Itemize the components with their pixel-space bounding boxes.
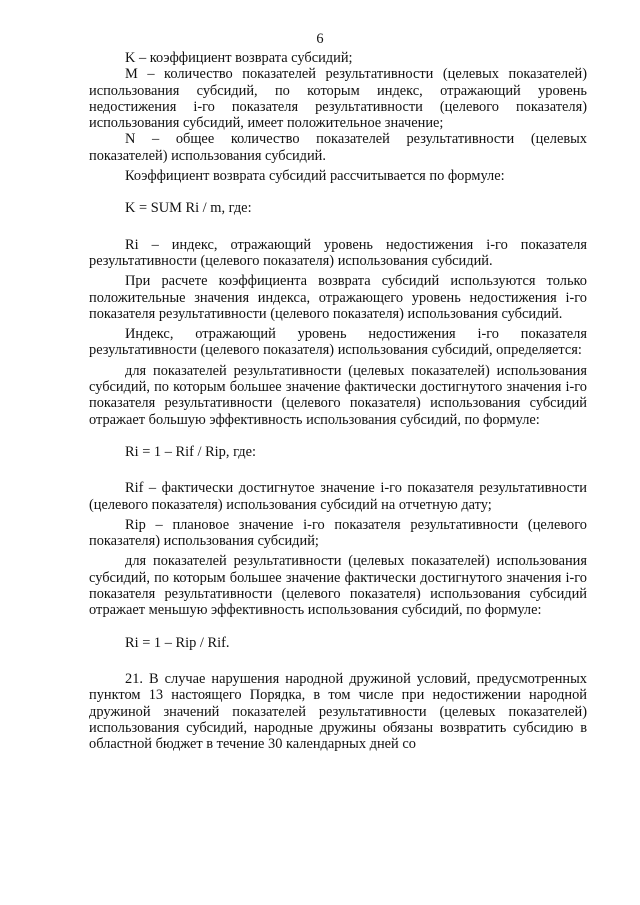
- paragraph-item-21: 21. В случае нарушения народной дружиной условий, предусмотренных пунктом 13 настоящего Порядка, в том числе при недостижении народной дружиной значений показателей результативности (целевых показателей) использования субсидий, народные дружины обязаны возвратить субсидию в областной бюджет в течение 30 календарных дней со: [89, 670, 587, 753]
- formula-ri-2: Ri = 1 – Rip / Rif.: [125, 634, 230, 651]
- document-body: [89, 50, 587, 752]
- paragraph-rif-definition: Rif – фактически достигнутое значение i-го показателя результативности (целевого показателя) использования субсидий на отчетную дату;: [89, 480, 587, 513]
- formula-k: K = SUM Ri / m, где:: [125, 200, 252, 217]
- paragraph-lower-efficiency: для показателей результативности (целевых показателей) использования субсидий, по которым большее значение фактически достигнутого значения i-го показателя результативности (целевого показателя) использования субсидий отражает меньшую эффективность использования субсидий, по формуле:: [89, 553, 587, 619]
- paragraph-n-definition: N – общее количество показателей результативности (целевых показателей) использования субсидий.: [89, 131, 587, 164]
- formula-ri-1: Ri = 1 – Rif / Rip, где:: [125, 443, 256, 460]
- paragraph-index-determined: Индекс, отражающий уровень недостижения i-го показателя результативности (целевого показателя) использования субсидий, определяется:: [89, 326, 587, 359]
- paragraph-rip-definition: Rip – плановое значение i-го показателя результативности (целевого показателя) использования субсидий;: [89, 516, 587, 550]
- page-number: 6: [316, 31, 324, 47]
- paragraph-positive-values: При расчете коэффициента возврата субсидий используются только положительные значения индекса, отражающего уровень недостижения i-го показателя результативности (целевого показателя) использования субсидий.: [89, 273, 587, 322]
- paragraph-greater-efficiency: для показателей результативности (целевых показателей) использования субсидий, по которым большее значение фактически достигнутого значения i-го показателя результативности (целевого показателя) использования субсидий отражает большую эффективность использования субсидий, по формуле:: [89, 362, 587, 428]
- paragraph-m-definition: M – количество показателей результативности (целевых показателей) использования субсидий, по которым индекс, отражающий уровень недостижения i-го показателя результативности (целевого показателя) использования субсидий, имеет положительное значение;: [89, 66, 587, 132]
- paragraph-formula-intro: Коэффициент возврата субсидий рассчитывается по формуле:: [125, 168, 505, 185]
- paragraph-ri-definition: Ri – индекс, отражающий уровень недостижения i-го показателя результативности (целевого показателя) использования субсидий.: [89, 236, 587, 269]
- paragraph-k-definition: K – коэффициент возврата субсидий;: [125, 50, 353, 66]
